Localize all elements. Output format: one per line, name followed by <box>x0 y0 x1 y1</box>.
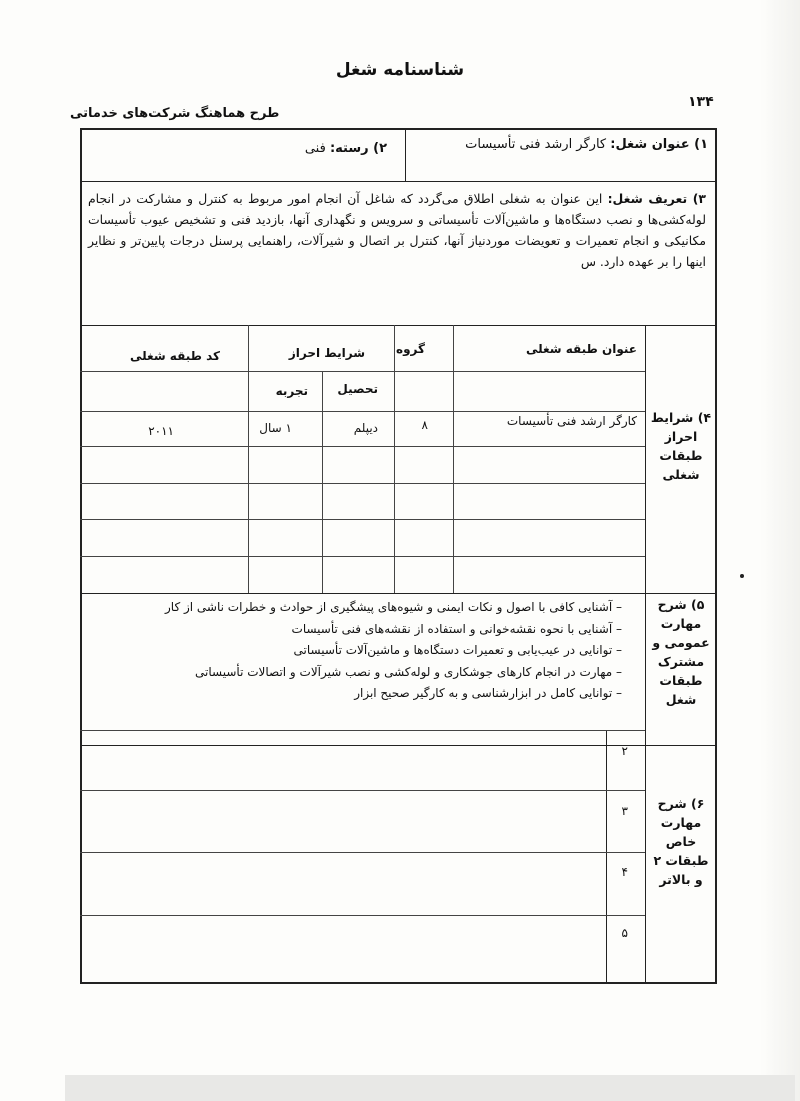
specific-skill-row-number: ۲ <box>621 744 628 758</box>
job-title-field <box>465 137 708 152</box>
definition-text: این عنوان به شغلی اطلاق می‌گردد که شاغل آن انجام امور مربوط به کنترل و مشارکت در انجام لوله‌کشی‌ها و نصب دستگاه‌ها و ماشین‌آلات تأسیساتی و سرویس و نگهداری آنها، بازدید فنی و تشخیص عیوب تأسیسات مکانیکی و انجام تعمیرات و تعویضات موردنیاز آنها، کنترل بر اتصال و شیرآلات، راهنمایی پرسنل درجات پایین‌تر و نظایر اینها را بر عهده دارد. س <box>88 191 706 269</box>
qualifications-section-label: ۴) شرایط احراز طبقات شغلی <box>650 410 712 482</box>
job-definition <box>88 188 706 272</box>
job-title-value: کارگر ارشد فنی تأسیسات <box>465 137 607 152</box>
header-requirements: شرایط احراز <box>288 346 365 360</box>
skill-item: – توانایی در عیب‌یابی و تعمیرات دستگاه‌ها و ماشین‌آلات تأسیساتی <box>162 640 622 662</box>
page-bottom-shadow <box>65 1075 795 1101</box>
specific-skill-row-number: ۳ <box>621 804 628 818</box>
header-group: گروه <box>396 342 425 356</box>
job-title-label: ۱) عنوان شغل: <box>610 137 708 152</box>
category-value: فنی <box>304 141 326 156</box>
header-class-code: کد طبقه شغلی <box>130 349 220 363</box>
definition-label: ۳) تعریف شغل: <box>607 191 706 206</box>
specific-skill-row-number: ۵ <box>621 926 628 940</box>
margin-dot <box>740 574 744 578</box>
row-class-code: ۲۰۱۱ <box>148 424 174 438</box>
general-skills-list <box>162 597 622 705</box>
general-skills-section-label: ۵) شرح مهارت عمومی و مشترک طبقات شغل <box>652 597 710 707</box>
page-title: شناسنامه شغل <box>335 60 465 80</box>
specific-skills-section-label: ۶) شرح مهارت خاص طبقات ۲ و بالاتر <box>653 796 709 887</box>
row-class-title: کارگر ارشد فنی تأسیسات <box>506 414 637 428</box>
skill-item: – آشنایی کافی با اصول و نکات ایمنی و شیوه‌های پیشگیری از حوادث و خطرات ناشی از کار <box>162 597 622 619</box>
category-field <box>305 141 387 156</box>
category-label: ۲) رسته: <box>329 141 387 156</box>
subheading: طرح هماهنگ شرکت‌های خدماتی <box>70 106 280 121</box>
skill-item: – توانایی کامل در ابزارشناسی و به کارگیر صحیح ابزار <box>162 683 622 705</box>
row-group: ۸ <box>421 418 428 432</box>
skill-item: – مهارت در انجام کارهای جوشکاری و لوله‌کشی و نصب شیرآلات و اتصالات تأسیساتی <box>162 662 622 684</box>
row-experience: ۱ سال <box>259 421 292 435</box>
header-experience: تجربه <box>275 384 308 398</box>
header-class-title: عنوان طبقه شغلی <box>525 342 637 356</box>
row-education: دیپلم <box>353 421 378 435</box>
header-education: تحصیل <box>337 382 378 396</box>
specific-skill-row-number: ۴ <box>621 865 628 879</box>
page-edge-shadow <box>760 0 800 1101</box>
skill-item: – آشنایی با نحوه نقشه‌خوانی و استفاده از نقشه‌های فنی تأسیسات <box>162 619 622 641</box>
page-number: ۱۳۴ <box>688 94 714 110</box>
